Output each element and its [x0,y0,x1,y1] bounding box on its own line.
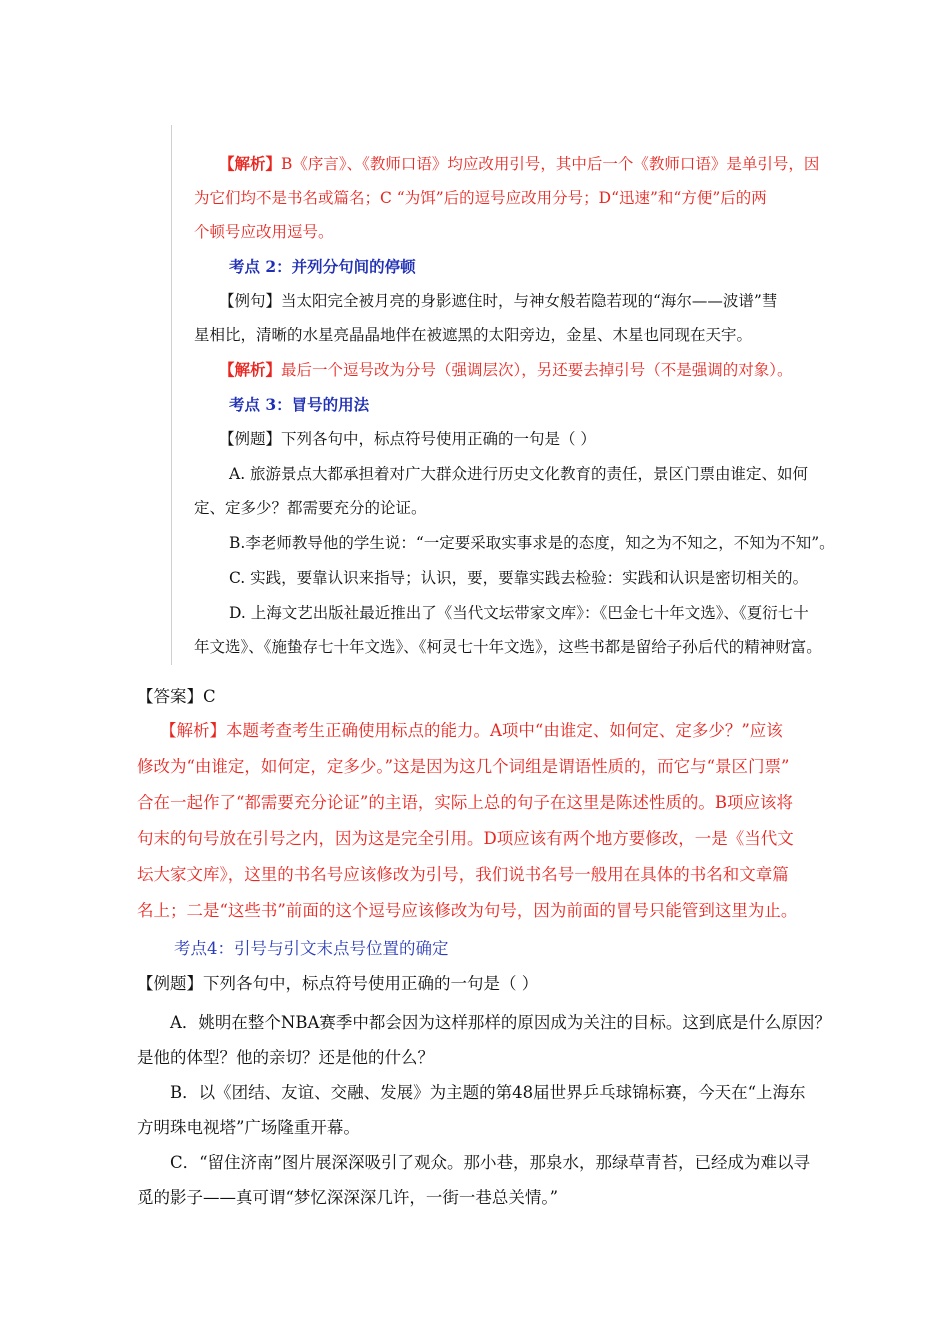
analysis-3-line-5: 坛大家文库》，这里的书名号应该修改为引号，我们说书名号一般用在具体的书名和文章篇 [137,865,789,884]
analysis-3-line-1: 【解析】本题考查考生正确使用标点的能力。A项中“由谁定、如何定、定多少？”应该 [160,721,783,740]
option-c: C. 实践，要靠认识来指导；认识，要，要靠实践去检验：实践和认识是密切相关的。 [229,569,809,587]
analysis-label: 【解析】 [160,721,226,740]
analysis-3-line-4: 句末的句号放在引号之内，因为这是完全引用。D项应该有两个地方要修改，一是《当代文 [137,829,794,848]
analysis-label: 【解析】 [219,360,282,379]
example-sentence-line-2: 星相比，清晰的水星亮晶晶地伴在被遮黑的太阳旁边，金星、木星也同现在天宇。 [194,326,753,344]
q4-option-a-line-1: A．姚明在整个NBA赛季中都会因为这样那样的原因成为关注的目标。这到底是什么原因？ [170,1013,831,1032]
option-a-line-1: A. 旅游景点大都承担着对广大群众进行历史文化教育的责任，景区门票由谁定、如何 [229,465,809,483]
option-d-line-2: 年文选》、《施蛰存七十年文选》、《柯灵七十年文选》，这些书都是留给子孙后代的精神财富。 [194,638,822,656]
option-a-line-2: 定、定多少？都需要充分的论证。 [194,499,427,517]
q4-option-b-line-1: B．以《团结、友谊、交融、发展》为主题的第48届世界乒乓球锦标赛，今天在“上海东 [170,1083,806,1102]
option-d-line-1: D. 上海文艺出版社最近推出了《当代文坛带家文库》：《巴金七十年文选》、《夏衍七十 [229,604,809,622]
analysis-1-line-2: 为它们均不是书名或篇名；C “为饵”后的逗号应改用分号；D“迅速”和“方便”后的两 [194,189,767,207]
q4-option-a-line-2: 是他的体型？他的亲切？还是他的什么？ [137,1048,434,1067]
analysis-label: 【解析】 [219,154,282,173]
q4-option-b-line-2: 方明珠电视塔”广场隆重开幕。 [137,1118,360,1137]
point-4-heading: 考点4：引号与引文末点号位置的确定 [174,939,449,958]
point-3-heading: 考点 3：冒号的用法 [229,395,370,414]
answer: 【答案】C [137,687,216,706]
analysis-3-line-3: 合在一起作了“都需要充分论证”的主语，实际上总的句子在这里是陈述性质的。B项应该将 [137,793,793,812]
analysis-1-line-1: 【解析】B《序言》、《教师口语》均应改用引号，其中后一个《教师口语》是单引号，因 [219,154,820,173]
q4-option-c-line-1: C．“留住济南”图片展深深吸引了观众。那小巷，那泉水，那绿草青苔，已经成为难以寻 [170,1153,810,1172]
question-4: 【例题】下列各句中，标点符号使用正确的一句是（ ） [137,974,539,993]
example-sentence-line-1: 【例句】当太阳完全被月亮的身影遮住时，与神女般若隐若现的“海尔——波谱”彗 [219,292,778,310]
analysis-3-line-2: 修改为“由谁定，如何定，定多少。”这是因为这几个词组是谓语性质的，而它与“景区门票” [137,757,790,776]
point-2-heading: 考点 2：并列分句间的停顿 [229,257,416,276]
analysis-2: 【解析】最后一个逗号改为分号（强调层次），另还要去掉引号（不是强调的对象）。 [219,360,793,379]
analysis-1-line-3: 个顿号应改用逗号。 [194,223,334,241]
quote-box-border [171,125,172,665]
analysis-3-line-6: 名上；二是“这些书”前面的这个逗号应该修改为句号，因为前面的冒号只能管到这里为止。 [137,901,798,920]
question-3: 【例题】下列各句中，标点符号使用正确的一句是（ ） [219,430,596,448]
q4-option-c-line-2: 觅的影子——真可谓“梦忆深深深几许，一街一巷总关情。” [137,1188,559,1207]
option-b: B.李老师教导他的学生说：“一定要采取实事求是的态度，知之为不知之，不知为不知”。 [229,534,835,552]
